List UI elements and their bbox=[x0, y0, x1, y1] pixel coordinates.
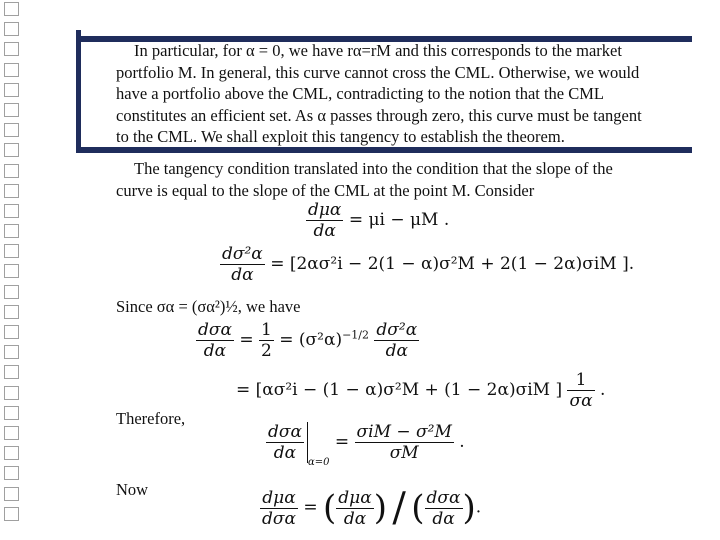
para2-line-1: The tangency condition translated into the condition that the slope of the bbox=[134, 159, 613, 178]
eq6-a-num: dμα bbox=[338, 487, 372, 508]
therefore-label: Therefore, bbox=[116, 409, 186, 428]
eq6-denominator: dσα bbox=[262, 508, 296, 529]
eq2-rhs: = [2ασ²i − 2(1 − α)σ²M + 2(1 − 2α)σiM ]. bbox=[270, 254, 635, 274]
equation-4 bbox=[236, 370, 605, 411]
eq3-denominator: dα bbox=[196, 340, 234, 361]
eq5-eval: α=0 bbox=[307, 457, 330, 468]
eq6-b-den: dα bbox=[425, 508, 463, 529]
eq4-den: σα bbox=[569, 391, 593, 411]
eq3-exponent: −1/2 bbox=[342, 328, 369, 342]
para1-line-2: portfolio M. In general, this curve cannot cross the CML. Otherwise, we would bbox=[116, 62, 640, 82]
equation-6: $\frac{\text{dμα}}{\text{dσα}}$ = ( $\frac{\text{dμα}}{d\alpha}$ ) / ( $\frac{\text{dσα}}{d\alpha}$ ). bbox=[262, 485, 482, 531]
eq1-denominator: dα bbox=[306, 220, 343, 241]
equation-2 bbox=[220, 244, 634, 285]
eq2-denominator: dα bbox=[220, 264, 265, 285]
equation-5: $\frac{\text{dσα}}{d\alpha}$ $_{\alpha=0}$ = $\frac{\text{σiM − σ²M}}{\sigma M}$ . bbox=[268, 422, 465, 468]
eq5-end: . bbox=[459, 432, 465, 452]
eq3-den2: dα bbox=[374, 340, 419, 361]
para1-line-1: In particular, for α = 0, we have rα=rM and this corresponds to the market bbox=[134, 41, 622, 60]
now-label: Now bbox=[116, 480, 149, 499]
eq6-a-den: dα bbox=[336, 508, 373, 529]
eq4-num: 1 bbox=[575, 370, 587, 390]
paragraph-1 bbox=[116, 40, 706, 148]
decorative-squares bbox=[4, 2, 24, 527]
eq3-numerator: dσα bbox=[198, 320, 232, 340]
eq2-numerator: dσ²α bbox=[222, 244, 263, 264]
eq3-mid: = (σ²α) bbox=[279, 330, 343, 350]
vertical-rule bbox=[76, 30, 81, 153]
eq6-b-num: dσα bbox=[426, 487, 461, 508]
eq3-half-num: 1 bbox=[261, 320, 272, 340]
eq4-lhs: = [ασ²i − (1 − α)σ²M + (1 − 2α)σiM ] bbox=[236, 380, 563, 400]
eq3-num2: dσ²α bbox=[376, 320, 418, 340]
eq5-denominator: dα bbox=[266, 442, 304, 463]
eq1-rhs: = μi − μM . bbox=[348, 210, 450, 230]
equation-3: $\frac{\text{dσα}}{d\alpha}$ = $\frac{1}{2}$ = $(\sigma^2\alpha)^{-1/2}$ $\frac{\text{dσ²α}}{d\alpha}$ bbox=[198, 320, 418, 361]
paragraph-2 bbox=[116, 158, 706, 201]
para1-line-5: to the CML. We shall exploit this tangency to establish the theorem. bbox=[116, 127, 565, 147]
eq5-numerator: dσα bbox=[268, 422, 302, 442]
equation-1 bbox=[306, 200, 449, 241]
para1-line-4: constitutes an efficient set. As α passes through zero, this curve must be tangent bbox=[116, 105, 642, 125]
eq3-half-den: 2 bbox=[261, 341, 272, 361]
para1-line-3: have a portfolio above the CML, contradicting to the notion that the CML bbox=[116, 84, 605, 104]
eq5-rhs-num: σiM − σ²M bbox=[356, 422, 452, 442]
eq5-rhs-den: σM bbox=[355, 442, 454, 463]
para2-line-2: curve is equal to the slope of the CML at the point M. Consider bbox=[116, 180, 535, 200]
eq6-numerator: dμα bbox=[262, 487, 296, 508]
eq4-end: . bbox=[599, 380, 606, 400]
eq1-numerator: dμα bbox=[308, 200, 342, 220]
eq6-end: . bbox=[475, 497, 482, 518]
since-label: Since σα = (σα²)½, we have bbox=[116, 297, 301, 316]
